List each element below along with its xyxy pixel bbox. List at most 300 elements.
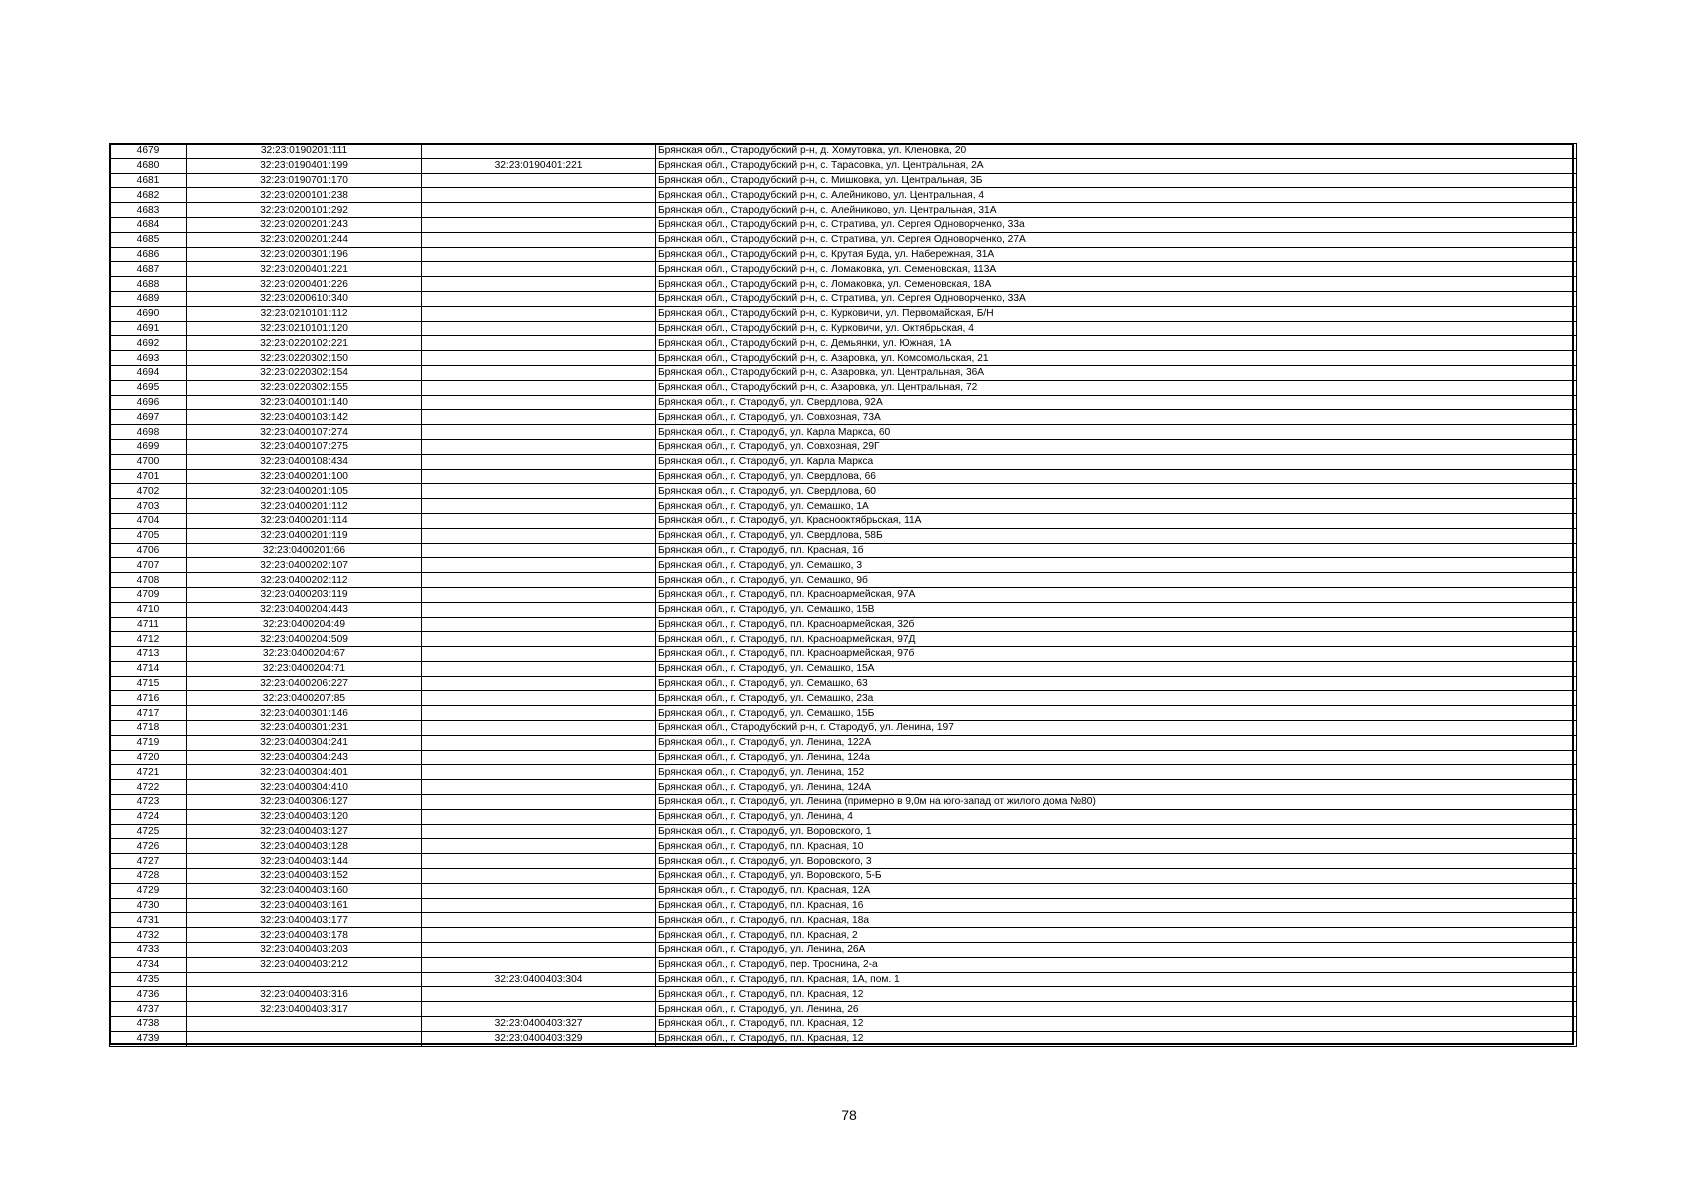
- address-cell: Брянская обл., Стародубский р-н, с. Стратива, ул. Сергея Одноворченко, 33а: [656, 217, 1577, 232]
- row-number-cell: 4698: [110, 425, 187, 440]
- address-cell: Брянская обл., г. Стародуб, ул. Ленина (примерно в 9,0м на юго-запад от жилого дома №80): [656, 795, 1577, 810]
- address-cell: Брянская обл., г. Стародуб, пл. Красная, 1б: [656, 543, 1577, 558]
- cadastral-number-cell: 32:23:0400403:144: [187, 854, 422, 869]
- parent-cadastral-number-cell: [422, 425, 656, 440]
- parent-cadastral-number-cell: 32:23:0400403:329: [422, 1031, 656, 1046]
- address-cell: Брянская обл., г. Стародуб, пл. Красная, 10: [656, 839, 1577, 854]
- address-cell: Брянская обл., г. Стародуб, пл. Красноармейская, 97Д: [656, 632, 1577, 647]
- parent-cadastral-number-cell: [422, 898, 656, 913]
- table-row: [110, 765, 1577, 780]
- parent-cadastral-number-cell: [422, 735, 656, 750]
- row-number-cell: 4731: [110, 913, 187, 928]
- parent-cadastral-number-cell: [422, 528, 656, 543]
- address-cell: Брянская обл., г. Стародуб, пл. Красная, 12: [656, 1017, 1577, 1032]
- address-cell: Брянская обл., г. Стародуб, пл. Красноармейская, 97А: [656, 587, 1577, 602]
- cadastral-number-cell: 32:23:0400403:160: [187, 883, 422, 898]
- table-row: [110, 513, 1577, 528]
- parent-cadastral-number-cell: [422, 706, 656, 721]
- parent-cadastral-number-cell: [422, 380, 656, 395]
- table-row: [110, 336, 1577, 351]
- parent-cadastral-number-cell: [422, 306, 656, 321]
- row-number-cell: 4736: [110, 987, 187, 1002]
- row-number-cell: 4733: [110, 943, 187, 958]
- table-row: [110, 869, 1577, 884]
- row-number-cell: 4737: [110, 1002, 187, 1017]
- parent-cadastral-number-cell: [422, 795, 656, 810]
- cadastral-number-cell: 32:23:0200101:238: [187, 188, 422, 203]
- cadastral-number-cell: 32:23:0200401:221: [187, 262, 422, 277]
- row-number-cell: 4712: [110, 632, 187, 647]
- address-cell: Брянская обл., г. Стародуб, пл. Красная, 12: [656, 987, 1577, 1002]
- address-cell: Брянская обл., г. Стародуб, ул. Ленина, 124а: [656, 750, 1577, 765]
- table-row: [110, 188, 1577, 203]
- table-row: [110, 291, 1577, 306]
- cadastral-number-cell: 32:23:0210101:120: [187, 321, 422, 336]
- parent-cadastral-number-cell: [422, 469, 656, 484]
- parent-cadastral-number-cell: [422, 513, 656, 528]
- row-number-cell: 4696: [110, 395, 187, 410]
- row-number-cell: 4705: [110, 528, 187, 543]
- parent-cadastral-number-cell: [422, 957, 656, 972]
- table-row: [110, 824, 1577, 839]
- parent-cadastral-number-cell: 32:23:0400403:304: [422, 972, 656, 987]
- cadastral-number-cell: 32:23:0400403:316: [187, 987, 422, 1002]
- row-number-cell: 4697: [110, 410, 187, 425]
- table-row: [110, 617, 1577, 632]
- cadastral-number-cell: 32:23:0400201:119: [187, 528, 422, 543]
- parent-cadastral-number-cell: [422, 262, 656, 277]
- table-row: [110, 809, 1577, 824]
- table-row: [110, 469, 1577, 484]
- table-row: [110, 721, 1577, 736]
- row-number-cell: 4711: [110, 617, 187, 632]
- table-row: [110, 351, 1577, 366]
- row-number-cell: 4717: [110, 706, 187, 721]
- row-number-cell: 4707: [110, 558, 187, 573]
- row-number-cell: 4704: [110, 513, 187, 528]
- cadastral-number-cell: 32:23:0400403:203: [187, 943, 422, 958]
- address-cell: Брянская обл., Стародубский р-н, с. Крутая Буда, ул. Набережная, 31А: [656, 247, 1577, 262]
- row-number-cell: 4684: [110, 217, 187, 232]
- cadastral-number-cell: 32:23:0400403:152: [187, 869, 422, 884]
- cadastral-number-cell: 32:23:0220302:154: [187, 365, 422, 380]
- address-cell: Брянская обл., г. Стародуб, ул. Семашко, 63: [656, 676, 1577, 691]
- cadastral-number-cell: 32:23:0200201:244: [187, 232, 422, 247]
- parent-cadastral-number-cell: [422, 217, 656, 232]
- row-number-cell: 4721: [110, 765, 187, 780]
- table-row: [110, 839, 1577, 854]
- cadastral-number-cell: 32:23:0400202:112: [187, 573, 422, 588]
- row-number-cell: 4714: [110, 661, 187, 676]
- address-cell: Брянская обл., г. Стародуб, ул. Семашко, 1А: [656, 499, 1577, 514]
- cadastral-number-cell: 32:23:0210101:112: [187, 306, 422, 321]
- cadastral-number-cell: 32:23:0400403:212: [187, 957, 422, 972]
- row-number-cell: 4725: [110, 824, 187, 839]
- row-number-cell: 4735: [110, 972, 187, 987]
- address-cell: Брянская обл., Стародубский р-н, д. Хомутовка, ул. Кленовка, 20: [656, 144, 1577, 159]
- row-number-cell: 4730: [110, 898, 187, 913]
- cadastral-number-cell: 32:23:0400304:241: [187, 735, 422, 750]
- row-number-cell: 4700: [110, 454, 187, 469]
- parent-cadastral-number-cell: [422, 543, 656, 558]
- parent-cadastral-number-cell: [422, 203, 656, 218]
- row-number-cell: 4732: [110, 928, 187, 943]
- address-cell: Брянская обл., Стародубский р-н, с. Курковичи, ул. Октябрьская, 4: [656, 321, 1577, 336]
- cadastral-number-cell: 32:23:0400301:231: [187, 721, 422, 736]
- row-number-cell: 4719: [110, 735, 187, 750]
- row-number-cell: 4726: [110, 839, 187, 854]
- cadastral-number-cell: 32:23:0200401:226: [187, 277, 422, 292]
- registry-table-body: [110, 144, 1577, 1047]
- table-row: [110, 380, 1577, 395]
- address-cell: Брянская обл., Стародубский р-н, г. Стародуб, ул. Ленина, 197: [656, 721, 1577, 736]
- parent-cadastral-number-cell: [422, 928, 656, 943]
- row-number-cell: 4703: [110, 499, 187, 514]
- parent-cadastral-number-cell: [422, 824, 656, 839]
- parent-cadastral-number-cell: [422, 484, 656, 499]
- row-number-cell: 4689: [110, 291, 187, 306]
- parent-cadastral-number-cell: [422, 632, 656, 647]
- parent-cadastral-number-cell: [422, 602, 656, 617]
- table-row: [110, 691, 1577, 706]
- table-row: [110, 573, 1577, 588]
- cadastral-number-cell: 32:23:0400202:107: [187, 558, 422, 573]
- cadastral-number-cell: 32:23:0400204:443: [187, 602, 422, 617]
- row-number-cell: 4686: [110, 247, 187, 262]
- cadastral-number-cell: 32:23:0400206:227: [187, 676, 422, 691]
- table-row: [110, 943, 1577, 958]
- cadastral-number-cell: 32:23:0400304:243: [187, 750, 422, 765]
- table-row: [110, 928, 1577, 943]
- address-cell: Брянская обл., г. Стародуб, ул. Ленина, 26А: [656, 943, 1577, 958]
- cadastral-number-cell: 32:23:0200610:340: [187, 291, 422, 306]
- table-row: [110, 173, 1577, 188]
- table-row: [110, 543, 1577, 558]
- address-cell: Брянская обл., Стародубский р-н, с. Ломаковка, ул. Семеновская, 113А: [656, 262, 1577, 277]
- address-cell: Брянская обл., Стародубский р-н, с. Тарасовка, ул. Центральная, 2А: [656, 158, 1577, 173]
- address-cell: Брянская обл., Стародубский р-н, с. Азаровка, ул. Центральная, 36А: [656, 365, 1577, 380]
- address-cell: Брянская обл., г. Стародуб, ул. Семашко, 9б: [656, 573, 1577, 588]
- parent-cadastral-number-cell: [422, 558, 656, 573]
- parent-cadastral-number-cell: [422, 869, 656, 884]
- address-cell: Брянская обл., г. Стародуб, ул. Краснооктябрьская, 11А: [656, 513, 1577, 528]
- cadastral-number-cell: 32:23:0400304:401: [187, 765, 422, 780]
- cadastral-number-cell: 32:23:0400403:317: [187, 1002, 422, 1017]
- cadastral-number-cell: 32:23:0220102:221: [187, 336, 422, 351]
- address-cell: Брянская обл., г. Стародуб, ул. Свердлова, 92А: [656, 395, 1577, 410]
- row-number-cell: 4679: [110, 144, 187, 159]
- address-cell: Брянская обл., г. Стародуб, пл. Красная, 12А: [656, 883, 1577, 898]
- parent-cadastral-number-cell: [422, 144, 656, 159]
- table-row: [110, 528, 1577, 543]
- parent-cadastral-number-cell: [422, 173, 656, 188]
- table-row: [110, 632, 1577, 647]
- table-row: [110, 425, 1577, 440]
- cadastral-number-cell: 32:23:0400403:178: [187, 928, 422, 943]
- cadastral-number-cell: 32:23:0220302:155: [187, 380, 422, 395]
- parent-cadastral-number-cell: [422, 883, 656, 898]
- cadastral-number-cell: [187, 1017, 422, 1032]
- row-number-cell: 4702: [110, 484, 187, 499]
- table-row: [110, 395, 1577, 410]
- cadastral-number-cell: 32:23:0400306:127: [187, 795, 422, 810]
- cadastral-number-cell: [187, 972, 422, 987]
- parent-cadastral-number-cell: [422, 765, 656, 780]
- parent-cadastral-number-cell: [422, 395, 656, 410]
- parent-cadastral-number-cell: [422, 587, 656, 602]
- table-row: [110, 365, 1577, 380]
- cadastral-number-cell: 32:23:0220302:150: [187, 351, 422, 366]
- table-row: [110, 1002, 1577, 1017]
- parent-cadastral-number-cell: [422, 277, 656, 292]
- address-cell: Брянская обл., г. Стародуб, пл. Красная, 12: [656, 1031, 1577, 1046]
- cadastral-number-cell: 32:23:0400301:146: [187, 706, 422, 721]
- cadastral-number-cell: 32:23:0400101:140: [187, 395, 422, 410]
- row-number-cell: 4680: [110, 158, 187, 173]
- table-row: [110, 735, 1577, 750]
- table-row: [110, 957, 1577, 972]
- address-cell: Брянская обл., г. Стародуб, ул. Ленина, 122А: [656, 735, 1577, 750]
- table-row: [110, 883, 1577, 898]
- address-cell: Брянская обл., г. Стародуб, ул. Карла Маркса: [656, 454, 1577, 469]
- row-number-cell: 4739: [110, 1031, 187, 1046]
- address-cell: Брянская обл., г. Стародуб, ул. Семашко, 15Б: [656, 706, 1577, 721]
- row-number-cell: 4738: [110, 1017, 187, 1032]
- cadastral-number-cell: 32:23:0400107:275: [187, 439, 422, 454]
- row-number-cell: 4681: [110, 173, 187, 188]
- parent-cadastral-number-cell: [422, 291, 656, 306]
- address-cell: Брянская обл., г. Стародуб, ул. Семашко, 23а: [656, 691, 1577, 706]
- table-row: [110, 676, 1577, 691]
- address-cell: Брянская обл., г. Стародуб, ул. Семашко, 15В: [656, 602, 1577, 617]
- address-cell: Брянская обл., г. Стародуб, пл. Красная, 1А, пом. 1: [656, 972, 1577, 987]
- row-number-cell: 4734: [110, 957, 187, 972]
- row-number-cell: 4685: [110, 232, 187, 247]
- cadastral-number-cell: 32:23:0400201:66: [187, 543, 422, 558]
- address-cell: Брянская обл., г. Стародуб, ул. Ленина, 26: [656, 1002, 1577, 1017]
- cadastral-number-cell: 32:23:0400403:177: [187, 913, 422, 928]
- table-row: [110, 987, 1577, 1002]
- cadastral-number-cell: 32:23:0200101:292: [187, 203, 422, 218]
- address-cell: Брянская обл., г. Стародуб, пл. Красноармейская, 32б: [656, 617, 1577, 632]
- parent-cadastral-number-cell: [422, 1002, 656, 1017]
- cadastral-number-cell: 32:23:0190401:199: [187, 158, 422, 173]
- table-row: [110, 144, 1577, 159]
- table-row: [110, 780, 1577, 795]
- row-number-cell: 4729: [110, 883, 187, 898]
- parent-cadastral-number-cell: [422, 573, 656, 588]
- cadastral-number-cell: 32:23:0400204:509: [187, 632, 422, 647]
- table-row: [110, 232, 1577, 247]
- cadastral-number-cell: 32:23:0200301:196: [187, 247, 422, 262]
- row-number-cell: 4724: [110, 809, 187, 824]
- row-number-cell: 4727: [110, 854, 187, 869]
- table-row: [110, 750, 1577, 765]
- address-cell: Брянская обл., г. Стародуб, ул. Семашко, 3: [656, 558, 1577, 573]
- address-cell: Брянская обл., Стародубский р-н, с. Ломаковка, ул. Семеновская, 18А: [656, 277, 1577, 292]
- parent-cadastral-number-cell: [422, 839, 656, 854]
- row-number-cell: 4710: [110, 602, 187, 617]
- parent-cadastral-number-cell: [422, 351, 656, 366]
- address-cell: Брянская обл., г. Стародуб, ул. Воровского, 3: [656, 854, 1577, 869]
- row-number-cell: 4690: [110, 306, 187, 321]
- parent-cadastral-number-cell: [422, 365, 656, 380]
- row-number-cell: 4687: [110, 262, 187, 277]
- row-number-cell: 4715: [110, 676, 187, 691]
- cadastral-number-cell: 32:23:0400204:67: [187, 647, 422, 662]
- cadastral-number-cell: 32:23:0400103:142: [187, 410, 422, 425]
- row-number-cell: 4699: [110, 439, 187, 454]
- parent-cadastral-number-cell: [422, 232, 656, 247]
- address-cell: Брянская обл., Стародубский р-н, с. Алейниково, ул. Центральная, 4: [656, 188, 1577, 203]
- table-row: [110, 306, 1577, 321]
- row-number-cell: 4683: [110, 203, 187, 218]
- row-number-cell: 4694: [110, 365, 187, 380]
- address-cell: Брянская обл., г. Стародуб, пер. Троснина, 2-а: [656, 957, 1577, 972]
- parent-cadastral-number-cell: 32:23:0190401:221: [422, 158, 656, 173]
- parent-cadastral-number-cell: [422, 691, 656, 706]
- row-number-cell: 4720: [110, 750, 187, 765]
- cadastral-number-cell: 32:23:0400207:85: [187, 691, 422, 706]
- parent-cadastral-number-cell: [422, 661, 656, 676]
- table-row: [110, 1017, 1577, 1032]
- address-cell: Брянская обл., г. Стародуб, пл. Красная, 18а: [656, 913, 1577, 928]
- address-cell: Брянская обл., г. Стародуб, ул. Ленина, 4: [656, 809, 1577, 824]
- address-cell: Брянская обл., Стародубский р-н, с. Алейниково, ул. Центральная, 31А: [656, 203, 1577, 218]
- row-number-cell: 4701: [110, 469, 187, 484]
- table-row: [110, 898, 1577, 913]
- table-row: [110, 972, 1577, 987]
- cadastral-number-cell: 32:23:0400201:114: [187, 513, 422, 528]
- address-cell: Брянская обл., г. Стародуб, ул. Совхозная, 29Г: [656, 439, 1577, 454]
- table-row: [110, 499, 1577, 514]
- table-row: [110, 706, 1577, 721]
- parent-cadastral-number-cell: [422, 499, 656, 514]
- table-row: [110, 587, 1577, 602]
- address-cell: Брянская обл., г. Стародуб, ул. Совхозная, 73А: [656, 410, 1577, 425]
- cadastral-number-cell: 32:23:0200201:243: [187, 217, 422, 232]
- address-cell: Брянская обл., г. Стародуб, пл. Красноармейская, 97б: [656, 647, 1577, 662]
- row-number-cell: 4709: [110, 587, 187, 602]
- address-cell: Брянская обл., г. Стародуб, ул. Свердлова, 60: [656, 484, 1577, 499]
- cadastral-number-cell: 32:23:0400204:49: [187, 617, 422, 632]
- parent-cadastral-number-cell: [422, 617, 656, 632]
- parent-cadastral-number-cell: [422, 780, 656, 795]
- parent-cadastral-number-cell: [422, 943, 656, 958]
- table-row: [110, 158, 1577, 173]
- cadastral-number-cell: 32:23:0400304:410: [187, 780, 422, 795]
- table-row: [110, 558, 1577, 573]
- row-number-cell: 4682: [110, 188, 187, 203]
- parent-cadastral-number-cell: [422, 854, 656, 869]
- table-row: [110, 203, 1577, 218]
- address-cell: Брянская обл., Стародубский р-н, с. Стратива, ул. Сергея Одноворченко, 33А: [656, 291, 1577, 306]
- cadastral-number-cell: [187, 1031, 422, 1046]
- table-row: [110, 262, 1577, 277]
- parent-cadastral-number-cell: [422, 188, 656, 203]
- row-number-cell: 4722: [110, 780, 187, 795]
- row-number-cell: 4708: [110, 573, 187, 588]
- parent-cadastral-number-cell: [422, 750, 656, 765]
- row-number-cell: 4691: [110, 321, 187, 336]
- table-row: [110, 854, 1577, 869]
- parent-cadastral-number-cell: [422, 439, 656, 454]
- cadastral-number-cell: 32:23:0400403:128: [187, 839, 422, 854]
- cadastral-number-cell: 32:23:0400201:112: [187, 499, 422, 514]
- address-cell: Брянская обл., г. Стародуб, ул. Воровского, 5-Б: [656, 869, 1577, 884]
- address-cell: Брянская обл., г. Стародуб, ул. Свердлова, 58Б: [656, 528, 1577, 543]
- table-row: [110, 321, 1577, 336]
- cadastral-number-cell: 32:23:0190201:111: [187, 144, 422, 159]
- address-cell: Брянская обл., Стародубский р-н, с. Азаровка, ул. Комсомольская, 21: [656, 351, 1577, 366]
- parent-cadastral-number-cell: [422, 721, 656, 736]
- address-cell: Брянская обл., г. Стародуб, пл. Красная, 2: [656, 928, 1577, 943]
- address-cell: Брянская обл., Стародубский р-н, с. Мишковка, ул. Центральная, 3Б: [656, 173, 1577, 188]
- row-number-cell: 4723: [110, 795, 187, 810]
- row-number-cell: 4706: [110, 543, 187, 558]
- table-row: [110, 661, 1577, 676]
- address-cell: Брянская обл., Стародубский р-н, с. Азаровка, ул. Центральная, 72: [656, 380, 1577, 395]
- parent-cadastral-number-cell: [422, 410, 656, 425]
- row-number-cell: 4713: [110, 647, 187, 662]
- table-row: [110, 247, 1577, 262]
- cadastral-number-cell: 32:23:0400403:161: [187, 898, 422, 913]
- address-cell: Брянская обл., Стародубский р-н, с. Курковичи, ул. Первомайская, Б/Н: [656, 306, 1577, 321]
- address-cell: Брянская обл., г. Стародуб, ул. Свердлова, 66: [656, 469, 1577, 484]
- address-cell: Брянская обл., Стародубский р-н, с. Демьянки, ул. Южная, 1А: [656, 336, 1577, 351]
- parent-cadastral-number-cell: 32:23:0400403:327: [422, 1017, 656, 1032]
- row-number-cell: 4688: [110, 277, 187, 292]
- parent-cadastral-number-cell: [422, 454, 656, 469]
- table-row: [110, 647, 1577, 662]
- cadastral-number-cell: 32:23:0400403:127: [187, 824, 422, 839]
- cadastral-number-cell: 32:23:0400203:119: [187, 587, 422, 602]
- cadastral-number-cell: 32:23:0400107:274: [187, 425, 422, 440]
- parent-cadastral-number-cell: [422, 336, 656, 351]
- parent-cadastral-number-cell: [422, 647, 656, 662]
- registry-table: [109, 143, 1577, 1047]
- table-row: [110, 439, 1577, 454]
- page-number: 78: [841, 1107, 857, 1123]
- parent-cadastral-number-cell: [422, 321, 656, 336]
- table-row: [110, 1031, 1577, 1046]
- cadastral-number-cell: 32:23:0400204:71: [187, 661, 422, 676]
- cadastral-number-cell: 32:23:0190701:170: [187, 173, 422, 188]
- address-cell: Брянская обл., г. Стародуб, ул. Ленина, 124А: [656, 780, 1577, 795]
- table-row: [110, 217, 1577, 232]
- table-row: [110, 795, 1577, 810]
- table-row: [110, 410, 1577, 425]
- cadastral-number-cell: 32:23:0400201:105: [187, 484, 422, 499]
- table-row: [110, 602, 1577, 617]
- address-cell: Брянская обл., г. Стародуб, пл. Красная, 16: [656, 898, 1577, 913]
- table-row: [110, 277, 1577, 292]
- cadastral-number-cell: 32:23:0400108:434: [187, 454, 422, 469]
- table-row: [110, 454, 1577, 469]
- row-number-cell: 4692: [110, 336, 187, 351]
- parent-cadastral-number-cell: [422, 247, 656, 262]
- address-cell: Брянская обл., г. Стародуб, ул. Воровского, 1: [656, 824, 1577, 839]
- parent-cadastral-number-cell: [422, 676, 656, 691]
- parent-cadastral-number-cell: [422, 987, 656, 1002]
- table-row: [110, 913, 1577, 928]
- row-number-cell: 4693: [110, 351, 187, 366]
- address-cell: Брянская обл., г. Стародуб, ул. Семашко, 15А: [656, 661, 1577, 676]
- address-cell: Брянская обл., Стародубский р-н, с. Стратива, ул. Сергея Одноворченко, 27А: [656, 232, 1577, 247]
- row-number-cell: 4728: [110, 869, 187, 884]
- table-row: [110, 484, 1577, 499]
- parent-cadastral-number-cell: [422, 913, 656, 928]
